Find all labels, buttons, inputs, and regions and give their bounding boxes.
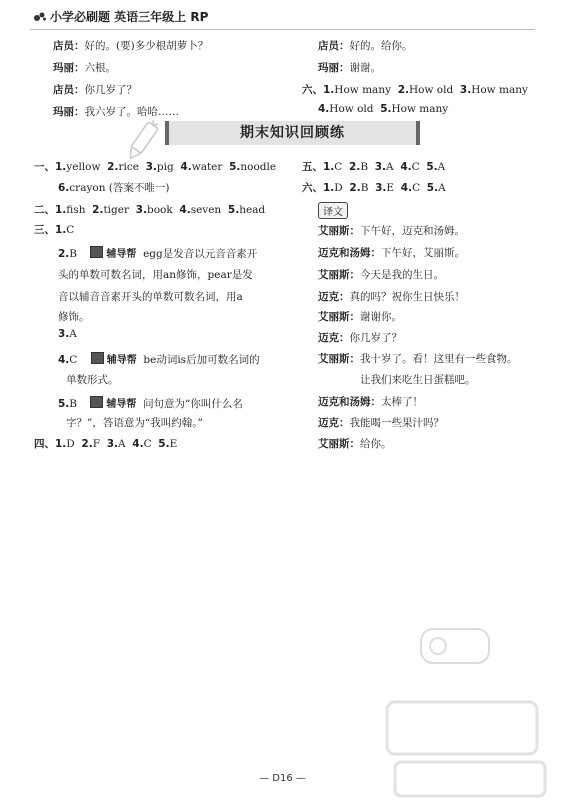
q2-answers: 二、1.fish 2.tiger 3.book 4.seven 5.head xyxy=(34,204,266,216)
header-divider xyxy=(30,29,535,30)
watermark-logo-icon xyxy=(420,628,490,664)
q6-answers: 六、1.D 2.B 3.E 4.C 5.A xyxy=(302,182,446,194)
q3-2-explain-line-4: 修饰。 xyxy=(58,311,90,323)
page-header xyxy=(34,8,208,25)
q3-4-explain-line-2: 单数形式。 xyxy=(66,374,119,386)
dialog-line-4: 迈克：真的吗？祝你生日快乐！ xyxy=(318,291,465,303)
q3-answer-2: 2.B 辅导帮 egg是发音以元音音素开 xyxy=(58,245,257,261)
q3-5-explain-line-2: 字？”，答语意为“我叫约翰。” xyxy=(66,417,203,429)
dialog-line-5: 艾丽斯：谢谢你。 xyxy=(318,311,402,323)
pencil-decoration-icon xyxy=(124,116,162,164)
section-title-banner: 期末知识回顾练 xyxy=(165,121,420,145)
q6-top-answers-b: 4.How old 5.How many xyxy=(318,103,449,115)
book-icon xyxy=(91,352,104,364)
dialog-line-3: 艾丽斯：今天是我的生日。 xyxy=(318,269,444,281)
q3-2-explain-line-3: 音以辅音音素开头的单数可数名词，用a xyxy=(58,291,243,303)
dialog-line-11: 艾丽斯：给你。 xyxy=(318,438,392,450)
q1-answer-6: 6.crayon (答案不唯一) xyxy=(58,182,170,194)
dialog-line-10: 迈克：我能喝一些果汁吗？ xyxy=(318,417,444,429)
tutor-badge: 辅导帮 xyxy=(90,245,136,260)
q5-answers: 五、1.C 2.B 3.A 4.C 5.A xyxy=(302,161,446,173)
top-left-line-3: 店员：你几岁了？ xyxy=(53,84,137,96)
q3-answer-4: 4.C 辅导帮 be动词is后加可数名词的 xyxy=(58,351,260,367)
q1-answers: 一、1.yellow 2.rice 3.pig 4.water 5.noodle xyxy=(34,161,277,173)
q4-answers: 四、1.D 2.F 3.A 4.C 5.E xyxy=(34,438,178,450)
top-left-line-2: 玛丽：六根。 xyxy=(53,62,116,74)
q3-answer-5: 5.B 辅导帮 问句意为“你叫什么名 xyxy=(58,395,243,411)
dialog-line-8: 让我们来吃生日蛋糕吧。 xyxy=(360,374,476,386)
page-number: — D16 — xyxy=(259,773,306,784)
q3-answer-3: 3.A xyxy=(58,328,77,340)
dialog-line-7: 艾丽斯：我十岁了。看！这里有一些食物。 xyxy=(318,353,518,365)
q3-answer-1: 三、1.C xyxy=(34,224,75,236)
dialog-line-1: 艾丽斯：下午好，迈克和汤姆。 xyxy=(318,225,465,237)
top-left-line-1: 店员：好的。(要)多少根胡萝卜？ xyxy=(53,40,209,52)
top-right-line-1: 店员：好的。给你。 xyxy=(318,40,413,52)
top-left-line-4: 玛丽：我六岁了。哈哈…… xyxy=(53,106,179,118)
dialog-line-6: 迈克：你几岁了？ xyxy=(318,332,402,344)
translation-badge: 译文 xyxy=(318,202,348,219)
q6-top-answers-a: 六、1.How many 2.How old 3.How many xyxy=(302,84,528,96)
header-title: 小学必刷题 英语三年级上 RP xyxy=(50,10,209,24)
q3-2-explain-line-2: 头的单数可数名词，用an修饰，pear是发 xyxy=(58,269,253,281)
top-right-line-2: 玛丽：谢谢。 xyxy=(318,62,381,74)
paw-logo-icon xyxy=(34,12,46,22)
tutor-badge: 辅导帮 xyxy=(91,351,137,366)
watermark-stamp-icon xyxy=(385,700,555,800)
book-icon xyxy=(90,246,103,258)
dialog-line-2: 迈克和汤姆：下午好，艾丽斯。 xyxy=(318,247,465,259)
tutor-badge: 辅导帮 xyxy=(90,395,136,410)
dialog-line-9: 迈克和汤姆：太棒了！ xyxy=(318,396,423,408)
book-icon xyxy=(90,396,103,408)
